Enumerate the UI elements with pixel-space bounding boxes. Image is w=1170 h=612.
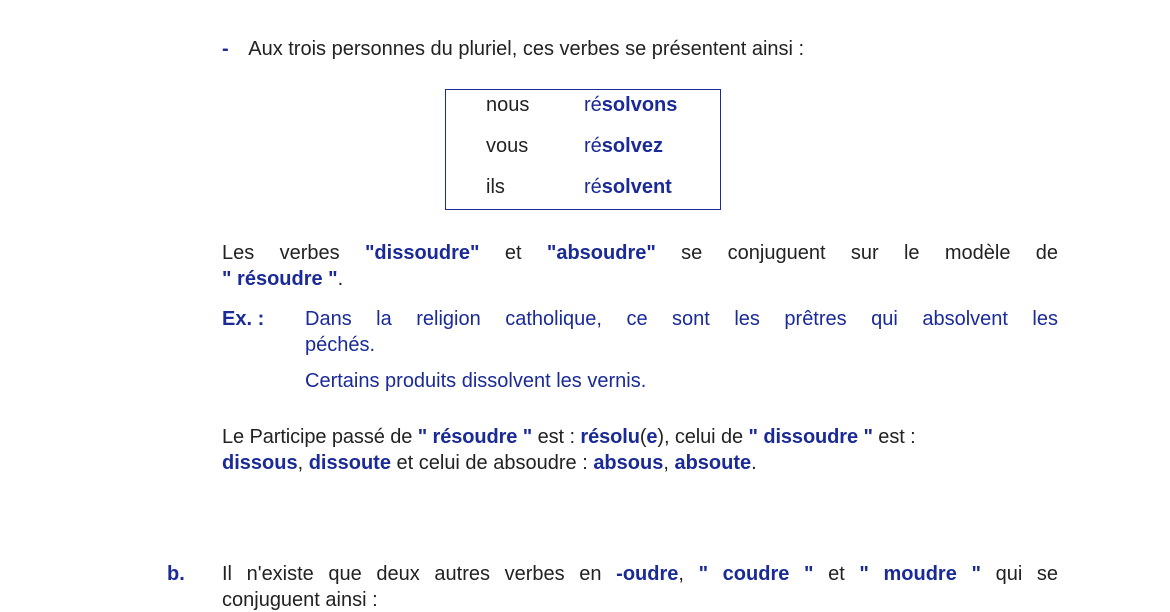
verb-moudre: " moudre " xyxy=(859,563,981,585)
text: , xyxy=(663,452,675,474)
pronoun: nous xyxy=(486,94,530,116)
verb-dissoudre: "dissoudre" xyxy=(364,242,480,264)
verb-stem: ré xyxy=(584,135,602,157)
examples-label xyxy=(222,308,264,331)
text: Le Participe passé de xyxy=(222,426,418,448)
pronoun: vous xyxy=(486,135,529,157)
text: et celui de absoudre : xyxy=(390,452,594,474)
participle-absoute: absoute xyxy=(674,452,752,474)
verb-stem: ré xyxy=(584,94,602,116)
section-label: b. xyxy=(167,563,185,585)
pronoun: ils xyxy=(486,176,505,198)
conjugation-table xyxy=(445,89,721,210)
example-2: Certains produits dissolvent les vernis. xyxy=(305,370,647,392)
intro-text: Aux trois personnes du pluriel, ces verbes se présentent ainsi : xyxy=(248,38,805,60)
participle-ending: e xyxy=(646,426,658,448)
verb-ending: solvent xyxy=(601,176,672,198)
text: , xyxy=(678,563,699,585)
text: Les verbes xyxy=(222,242,365,264)
text: ), celui de xyxy=(657,426,749,448)
table-row xyxy=(486,135,663,161)
verb-stem: ré xyxy=(584,176,602,198)
section-b-line1 xyxy=(222,563,1058,586)
text: ( xyxy=(639,426,647,448)
paragraph-participles-line2 xyxy=(222,452,757,475)
verb-resoudre: " résoudre " xyxy=(222,268,338,290)
verb-resoudre: " résoudre " xyxy=(417,426,533,448)
text: est : xyxy=(872,426,916,448)
text: se conjuguent sur le modèle de xyxy=(655,242,1059,264)
section-b-label xyxy=(167,563,185,586)
table-row xyxy=(486,176,672,202)
paragraph-verb-models xyxy=(222,242,1058,265)
suffix-oudre: -oudre xyxy=(616,563,679,585)
verb-ending: solvez xyxy=(601,135,663,157)
participle-dissous: dissous xyxy=(222,452,298,474)
text: . xyxy=(751,452,757,474)
verb-coudre: " coudre " xyxy=(698,563,814,585)
table-row xyxy=(486,94,677,120)
paragraph-verb-models-line2 xyxy=(222,268,343,291)
text: et xyxy=(813,563,860,585)
participle-resolu: résolu xyxy=(580,426,640,448)
text: est : xyxy=(532,426,581,448)
verb-dissoudre: " dissoudre " xyxy=(748,426,873,448)
text: et xyxy=(479,242,547,264)
participle-dissoute: dissoute xyxy=(308,452,391,474)
example-1-line2: péchés. xyxy=(305,334,376,356)
text: . xyxy=(337,268,344,290)
paragraph-participles xyxy=(222,426,916,449)
intro-line xyxy=(222,38,804,61)
example-1-line1: Dans la religion catholique, ce sont les prêtres qui absolvent les xyxy=(305,308,1058,330)
text: qui se xyxy=(980,563,1059,585)
section-b-line2: conjuguent ainsi : xyxy=(222,589,378,611)
participle-absous: absous xyxy=(593,452,664,474)
ex-label: Ex. : xyxy=(222,308,265,330)
bullet-dash: - xyxy=(222,38,229,60)
verb-absoudre: "absoudre" xyxy=(546,242,656,264)
text: Il n'existe que deux autres verbes en xyxy=(222,563,617,585)
verb-ending: solvons xyxy=(601,94,678,116)
text: , xyxy=(297,452,309,474)
